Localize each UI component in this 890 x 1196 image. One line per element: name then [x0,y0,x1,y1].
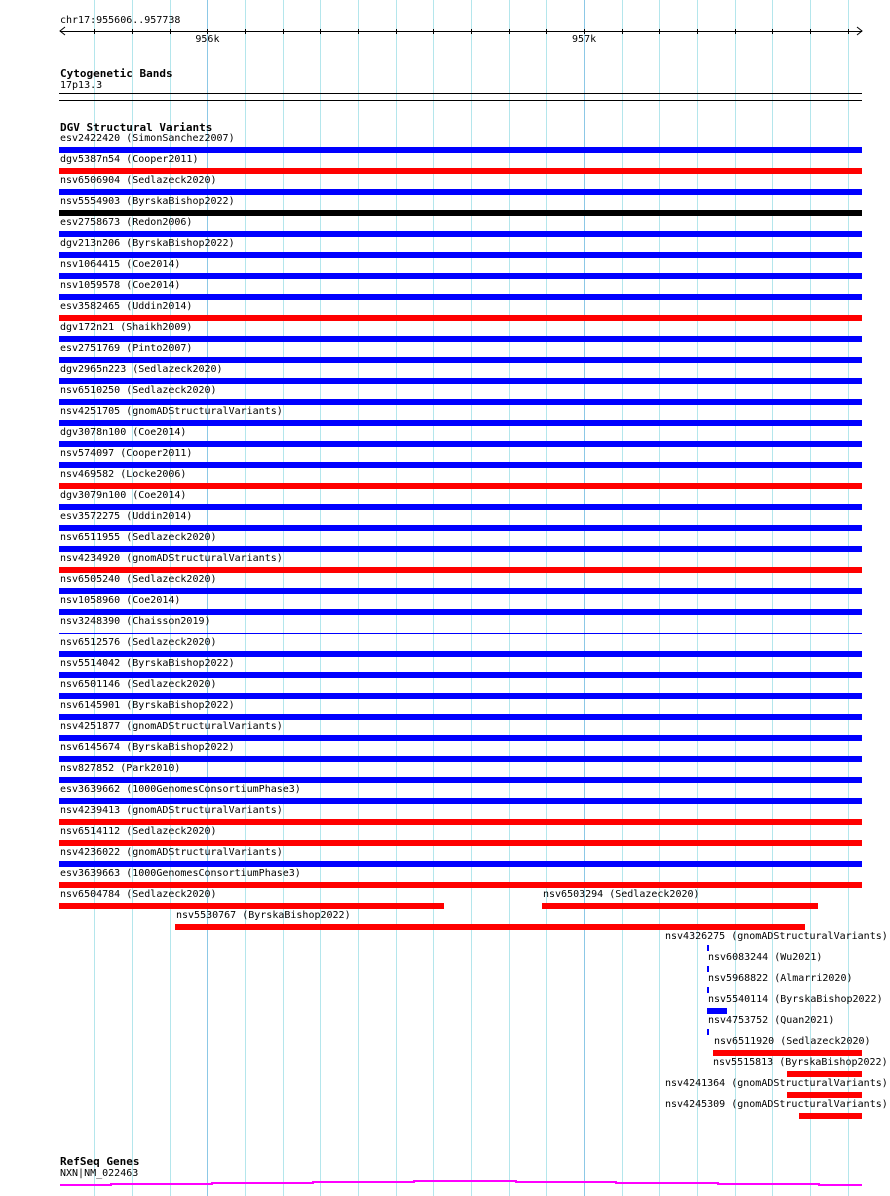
variant-bar[interactable] [59,231,862,237]
variant-label[interactable]: nsv6504784 (Sedlazeck2020) [60,889,217,900]
variant-bar[interactable] [59,861,862,867]
variant-bar[interactable] [59,840,862,846]
variant-bar[interactable] [59,714,862,720]
variant-label[interactable]: esv2422420 (SimonSanchez2007) [60,133,235,144]
variant-bar[interactable] [707,945,709,951]
variant-bar[interactable] [175,924,805,930]
ruler-tick [132,29,133,34]
variant-label[interactable]: nsv4241364 (gnomADStructuralVariants) [665,1078,888,1089]
variant-label[interactable]: nsv6501146 (Sedlazeck2020) [60,679,217,690]
cytoband-top-line [59,93,862,94]
ruler-tick [283,29,284,34]
variant-bar[interactable] [59,357,862,363]
ruler-arrows [0,0,890,40]
ruler-tick [358,29,359,34]
variant-bar[interactable] [59,819,862,825]
grid-line [659,0,660,1196]
variant-bar[interactable] [59,903,444,909]
variant-bar[interactable] [707,966,709,972]
variant-label[interactable]: nsv469582 (Locke2006) [60,469,187,480]
variant-bar[interactable] [59,651,862,657]
variant-label[interactable]: nsv4251705 (gnomADStructuralVariants) [60,406,283,417]
ruler-tick [471,29,472,34]
variant-bar[interactable] [59,462,862,468]
grid-line [320,0,321,1196]
ruler-tick [659,29,660,34]
variant-label[interactable]: nsv4234920 (gnomADStructuralVariants) [60,553,283,564]
variant-bar[interactable] [59,777,862,783]
variant-label[interactable]: esv2751769 (Pinto2007) [60,343,193,354]
variant-label[interactable]: nsv5554903 (ByrskaBishop2022) [60,196,235,207]
variant-bar[interactable] [707,1008,727,1014]
grid-line [584,0,585,1196]
ruler-tick [320,29,321,34]
variant-label[interactable]: nsv6514112 (Sedlazeck2020) [60,826,217,837]
variant-bar[interactable] [59,273,862,279]
ruler-tick-label: 957k [572,34,597,45]
variant-bar[interactable] [59,588,862,594]
ruler-tick [396,29,397,34]
variant-bar[interactable] [59,168,862,174]
variant-label[interactable]: nsv3248390 (Chaisson2019) [60,616,211,627]
variant-label[interactable]: nsv5514042 (ByrskaBishop2022) [60,658,235,669]
grid-line [848,0,849,1196]
ruler-tick [772,29,773,34]
grid-line [358,0,359,1196]
variant-bar[interactable] [713,1050,862,1056]
variant-label[interactable]: nsv1059578 (Coe2014) [60,280,181,291]
ruler-tick [509,29,510,34]
variant-label[interactable]: dgv2965n223 (Sedlazeck2020) [60,364,223,375]
variant-label[interactable]: esv3639662 (1000GenomesConsortiumPhase3) [60,784,301,795]
gene-label[interactable]: NXN|NM_022463 [60,1168,139,1179]
variant-bar[interactable] [787,1071,862,1077]
variant-bar[interactable] [707,1029,709,1035]
variant-bar[interactable] [787,1092,862,1098]
variant-label[interactable]: nsv4245309 (gnomADStructuralVariants) [665,1099,888,1110]
ruler-tick [622,29,623,34]
grid-line [697,0,698,1196]
variant-bar[interactable] [59,378,862,384]
variant-bar[interactable] [59,882,862,888]
grid-line [622,0,623,1196]
variant-bar[interactable] [59,633,862,634]
variant-bar[interactable] [59,756,862,762]
variant-label[interactable]: nsv6510250 (Sedlazeck2020) [60,385,217,396]
variant-label[interactable]: esv3582465 (Uddin2014) [60,301,193,312]
variant-label[interactable]: nsv1058960 (Coe2014) [60,595,181,606]
variant-label[interactable]: nsv4753752 (Quan2021) [708,1015,835,1026]
variant-bar[interactable] [59,210,862,216]
ruler-tick-label: 956k [195,34,220,45]
variant-bar[interactable] [59,336,862,342]
variant-bar[interactable] [59,546,862,552]
variant-label[interactable]: dgv5387n54 (Cooper2011) [60,154,199,165]
variant-bar[interactable] [59,189,862,195]
grid-line [546,0,547,1196]
variant-label[interactable]: nsv6145901 (ByrskaBishop2022) [60,700,235,711]
variant-label[interactable]: nsv1064415 (Coe2014) [60,259,181,270]
variant-label[interactable]: dgv213n206 (ByrskaBishop2022) [60,238,235,249]
variant-bar[interactable] [59,147,862,153]
cytoband-track-title: Cytogenetic Bands [60,67,173,80]
variant-label[interactable]: nsv4326275 (gnomADStructuralVariants) [665,931,888,942]
variant-label[interactable]: nsv827852 (Park2010) [60,763,181,774]
variant-bar[interactable] [59,294,862,300]
variant-label[interactable]: nsv4239413 (gnomADStructuralVariants) [60,805,283,816]
grid-line [433,0,434,1196]
variant-label[interactable]: nsv5530767 (ByrskaBishop2022) [176,910,351,921]
variant-bar[interactable] [59,399,862,405]
ruler-tick [848,29,849,34]
ruler-tick [735,29,736,34]
variant-bar[interactable] [799,1113,862,1119]
ruler-tick [94,29,95,34]
ruler-tick [245,29,246,34]
variant-label[interactable]: nsv6505240 (Sedlazeck2020) [60,574,217,585]
variant-bar[interactable] [707,987,709,993]
variant-label[interactable]: nsv6145674 (ByrskaBishop2022) [60,742,235,753]
grid-line [245,0,246,1196]
variant-bar[interactable] [59,441,862,447]
cytoband-bottom-line [59,100,862,101]
variant-bar[interactable] [59,504,862,510]
cytoband-label: 17p13.3 [60,80,103,91]
ruler-tick [810,29,811,34]
ruler-tick [697,29,698,34]
variant-bar[interactable] [59,798,862,804]
variant-bar[interactable] [59,672,862,678]
variant-label[interactable]: nsv6512576 (Sedlazeck2020) [60,637,217,648]
variant-label[interactable]: nsv5540114 (ByrskaBishop2022) [708,994,883,1005]
variant-bar[interactable] [59,252,862,258]
variant-label[interactable]: nsv4236022 (gnomADStructuralVariants) [60,847,283,858]
variant-bar[interactable] [59,567,862,573]
variant-bar[interactable] [59,483,862,489]
variant-label[interactable]: nsv6083244 (Wu2021) [708,952,823,963]
ruler-tick [170,29,171,34]
variant-bar[interactable] [59,420,862,426]
grid-line [396,0,397,1196]
variant-bar[interactable] [542,903,818,909]
variant-label[interactable]: dgv3079n100 (Coe2014) [60,490,187,501]
grid-line [509,0,510,1196]
variant-label[interactable]: esv3572275 (Uddin2014) [60,511,193,522]
dgv-track-title: DGV Structural Variants [60,121,213,134]
variant-label[interactable]: esv2758673 (Redon2006) [60,217,193,228]
region-label: chr17:955606..957738 [60,15,181,26]
variant-label[interactable]: esv3639663 (1000GenomesConsortiumPhase3) [60,868,301,879]
variant-label[interactable]: dgv3078n100 (Coe2014) [60,427,187,438]
variant-bar[interactable] [59,315,862,321]
variant-label[interactable]: dgv172n21 (Shaikh2009) [60,322,193,333]
variant-bar[interactable] [59,525,862,531]
gene-line [60,1181,862,1185]
variant-bar[interactable] [59,693,862,699]
ruler-tick [433,29,434,34]
variant-label[interactable]: nsv574097 (Cooper2011) [60,448,193,459]
grid-line [471,0,472,1196]
variant-label[interactable]: nsv5515813 (ByrskaBishop2022) [713,1057,888,1068]
variant-label[interactable]: nsv6503294 (Sedlazeck2020) [543,889,700,900]
ruler-tick [546,29,547,34]
variant-label[interactable]: nsv6511920 (Sedlazeck2020) [714,1036,871,1047]
grid-line [283,0,284,1196]
refseq-track-title: RefSeq Genes [60,1155,140,1168]
variant-bar[interactable] [59,609,862,615]
variant-label[interactable]: nsv5968822 (Almarri2020) [708,973,853,984]
variant-label[interactable]: nsv4251877 (gnomADStructuralVariants) [60,721,283,732]
variant-label[interactable]: nsv6506904 (Sedlazeck2020) [60,175,217,186]
variant-bar[interactable] [59,735,862,741]
variant-label[interactable]: nsv6511955 (Sedlazeck2020) [60,532,217,543]
